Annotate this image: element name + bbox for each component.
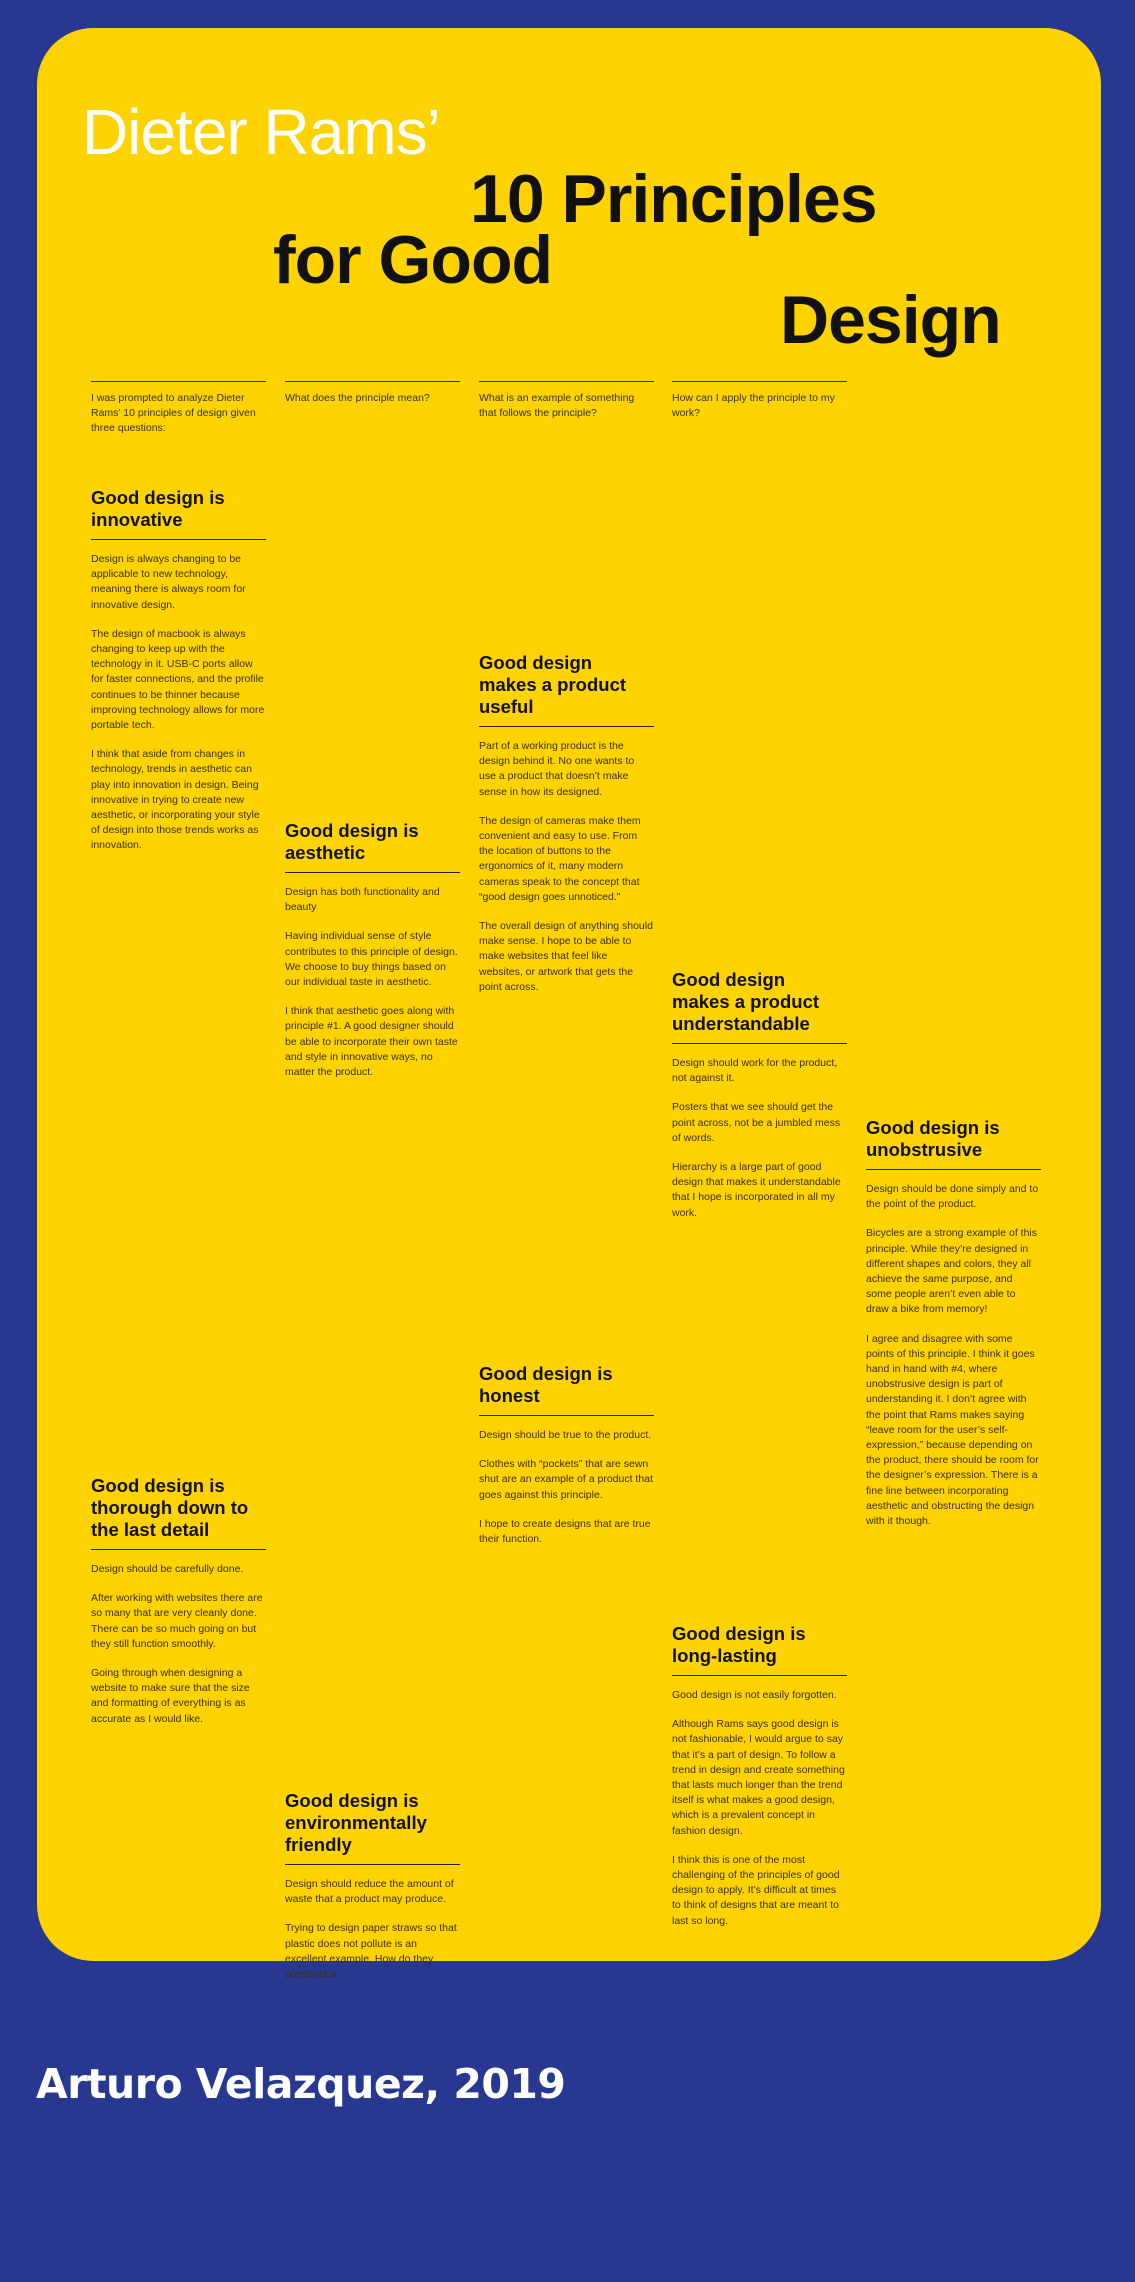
principle-meaning: Design should be true to the product. [479, 1429, 652, 1441]
principle-example: Having individual sense of style contributes to this principle of design. We choose to buy things based on our individual taste in aesthetic. [285, 930, 458, 989]
principle-long-lasting [672, 1623, 847, 1943]
question-meaning: What does the principle mean? [285, 381, 460, 406]
principle-environmental [285, 1790, 460, 1996]
principle-thorough [91, 1475, 266, 1741]
principle-heading: Good design makes a product useful [479, 652, 654, 727]
poster-card [37, 28, 1101, 1981]
principle-heading: Good design is thorough down to the last detail [91, 1475, 266, 1550]
principle-application: Going through when designing a website to make sure that the size and formatting of everything is as accurate as I would like. [91, 1667, 250, 1725]
principle-application: Hierarchy is a large part of good design that makes it understandable that I hope is incorporated in all my work. [672, 1161, 841, 1219]
principle-meaning: Design has both functionality and beauty [285, 886, 440, 914]
principle-application: I hope to create designs that are true their function. [479, 1517, 651, 1546]
principle-example: Although Rams says good design is not fashionable, I would argue to say that it’s a part of design. To follow a trend in design and create something that lasts much longer than the trend itself is what makes a good design, which is a prevalent concept in fashion design. [672, 1718, 845, 1837]
principle-heading: Good design is unobstrusive [866, 1117, 1041, 1170]
principle-honest [479, 1363, 654, 1561]
intro-text: I was prompted to analyze Dieter Rams’ 10 principles of design given three questions: [91, 381, 266, 436]
principle-application: I agree and disagree with some points of this principle. I think it goes hand in hand with #4, where unobstrusive design is part of understanding it. I don’t agree with the point that Rams makes saying “leave room for the user’s self-expression,” because depending on the product, there should be room for the designer’s expression. There is a fine line between incorporating aesthetic and obstructing the design with it though. [866, 1332, 1039, 1528]
principle-application: I think that aside from changes in technology, trends in aesthetic can play into innovation in design. Being innovative in trying to create new aesthetic, or incorporating your style of design into those trends works as innovation. [91, 748, 260, 852]
principle-useful [479, 652, 654, 1009]
principle-heading: Good design is innovative [91, 487, 266, 540]
title-line-1: 10 Principles [470, 161, 877, 237]
principle-heading: Good design is environmentally friendly [285, 1790, 460, 1865]
principle-unobstrusive [866, 1117, 1041, 1543]
title-line-3: Design [780, 282, 1001, 358]
principle-meaning: Design should be done simply and to the point of the product. [866, 1183, 1039, 1211]
principle-application: The overall design of anything should make sense. I hope to be able to make websites that feel like websites, or artwork that gets the point across. [479, 920, 653, 993]
principle-example: The design of cameras make them convenient and easy to use. From the location of buttons to the ergonomics of it, many modern cameras speak to the concept that “good design goes unnoticed.” [479, 814, 641, 903]
question-apply: How can I apply the principle to my work? [672, 381, 847, 421]
principle-innovative [91, 487, 266, 868]
principle-example: Bicycles are a strong example of this principle. While they’re designed in different shapes and colors, they all achieve the same purpose, and some people aren’t even able to draw a bike from memory! [866, 1227, 1037, 1316]
principle-application: I think that aesthetic goes along with principle #1. A good designer should be able to incorporate their own taste and style in innovative ways, no matter the product. [285, 1005, 458, 1079]
principle-example: Clothes with “pockets” that are sewn shut are an example of a product that goes against this principle. [479, 1458, 653, 1501]
principle-example: After working with websites there are so many that are very cleanly done. There can be so much going on but they still function smoothly. [91, 1592, 263, 1650]
title-line-2: for Good [273, 222, 553, 298]
principle-example: Posters that we see should get the point across, not be a jumbled mess of words. [672, 1101, 841, 1144]
question-example: What is an example of something that follows the principle? [479, 381, 654, 421]
principle-meaning: Design is always changing to be applicable to new technology, meaning there is always room for innovative design. [91, 553, 246, 611]
principle-heading: Good design is honest [479, 1363, 654, 1416]
principle-aesthetic [285, 820, 460, 1094]
principle-meaning: Design should reduce the amount of waste that a product may produce. [285, 1878, 454, 1906]
principle-application: I think this is one of the most challenging of the principles of good design to apply. It’s difficult at times to think of designs that are meant to last so long. [672, 1853, 840, 1927]
author-credit: Arturo Velazquez, 2019 [36, 2060, 566, 2108]
principle-heading: Good design makes a product understandable [672, 969, 847, 1044]
principle-heading: Good design is long-lasting [672, 1623, 847, 1676]
principle-meaning: Design should work for the product, not against it. [672, 1057, 838, 1085]
title-author: Dieter Rams’ [82, 96, 440, 168]
principle-meaning: Part of a working product is the design behind it. No one wants to use a product that doesn’t make sense in how its designed. [479, 740, 635, 798]
principle-meaning: Good design is not easily forgotten. [672, 1689, 837, 1701]
principle-example: The design of macbook is always changing to keep up with the technology in it. USB-C ports allow for faster connections, and the profile continues to be thinner because improving technology allows for more portable tech. [91, 627, 265, 732]
principle-example: Trying to design paper straws so that plastic does not pollute is an excellent example. How do they construct a [285, 1922, 457, 1981]
principle-meaning: Design should be carefully done. [91, 1563, 244, 1575]
principle-understandable [672, 969, 847, 1235]
principle-heading: Good design is aesthetic [285, 820, 460, 873]
